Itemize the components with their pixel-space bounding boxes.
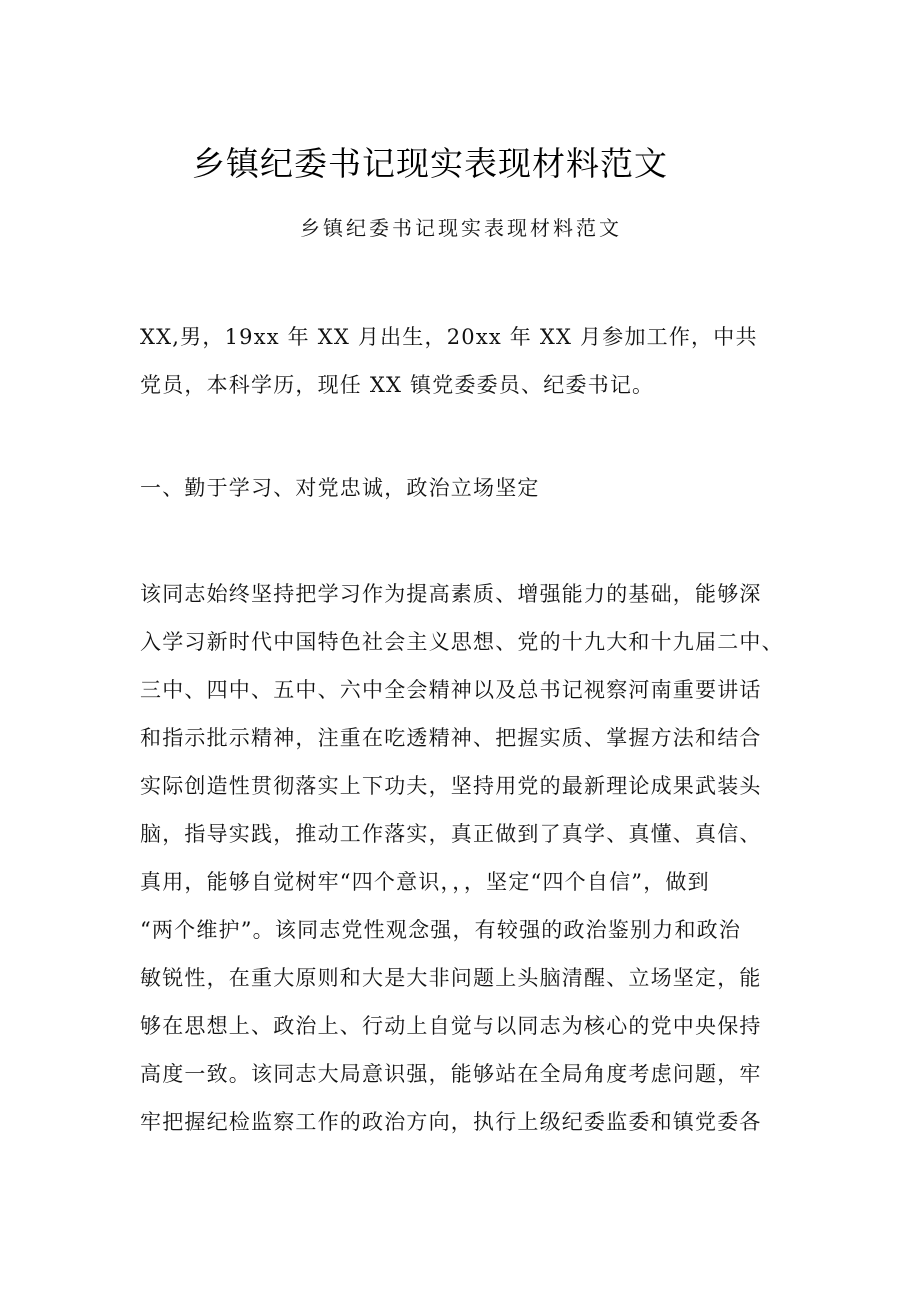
body-line: 牢把握纪检监察工作的政治方向，执行上级纪委监委和镇党委各: [140, 1110, 762, 1134]
body-line: “两个维护”。该同志党性观念强，有较强的政治鉴别力和政治: [140, 918, 742, 942]
body-line: 和指示批示精神，注重在吃透精神、把握实质、掌握方法和结合: [140, 726, 762, 750]
body-paragraph: [140, 570, 800, 1146]
body-line: 够在思想上、政治上、行动上自觉与以同志为核心的党中央保持: [140, 1014, 762, 1038]
body-line: 该同志始终坚持把学习作为提高素质、增强能力的基础，能够深: [140, 582, 762, 606]
body-line: 高度一致。该同志大局意识强，能够站在全局角度考虑问题，牢: [140, 1062, 762, 1086]
body-line: 入学习新时代中国特色社会主义思想、党的十九大和十九届二中、: [140, 630, 784, 654]
body-line: 真用，能够自觉树牢“四个意识，，，坚定“四个自信”，做到: [140, 870, 710, 894]
section-heading-text: 一、勤于学习、对党忠诚，政治立场坚定: [140, 476, 540, 500]
body-line: 脑，指导实践，推动工作落实，真正做到了真学、真懂、真信、: [140, 822, 762, 846]
body-line: 敏锐性，在重大原则和大是大非问题上头脑清醒、立场坚定，能: [140, 966, 762, 990]
intro-line: XX,男，19xx 年 XX 月出生，20xx 年 XX 月参加工作，中共: [140, 325, 758, 349]
document-title: 乡镇纪委书记现实表现材料范文: [192, 144, 668, 183]
body-line: 三中、四中、五中、六中全会精神以及总书记视察河南重要讲话: [140, 678, 762, 702]
body-line: 实际创造性贯彻落实上下功夫，坚持用党的最新理论成果武装头: [140, 774, 762, 798]
intro-line: 党员，本科学历，现任 XX 镇党委委员、纪委书记。: [140, 373, 655, 397]
intro-paragraph: [140, 313, 800, 409]
section-heading: [140, 464, 800, 512]
document-subtitle: 乡镇纪委书记现实表现材料范文: [300, 216, 622, 240]
